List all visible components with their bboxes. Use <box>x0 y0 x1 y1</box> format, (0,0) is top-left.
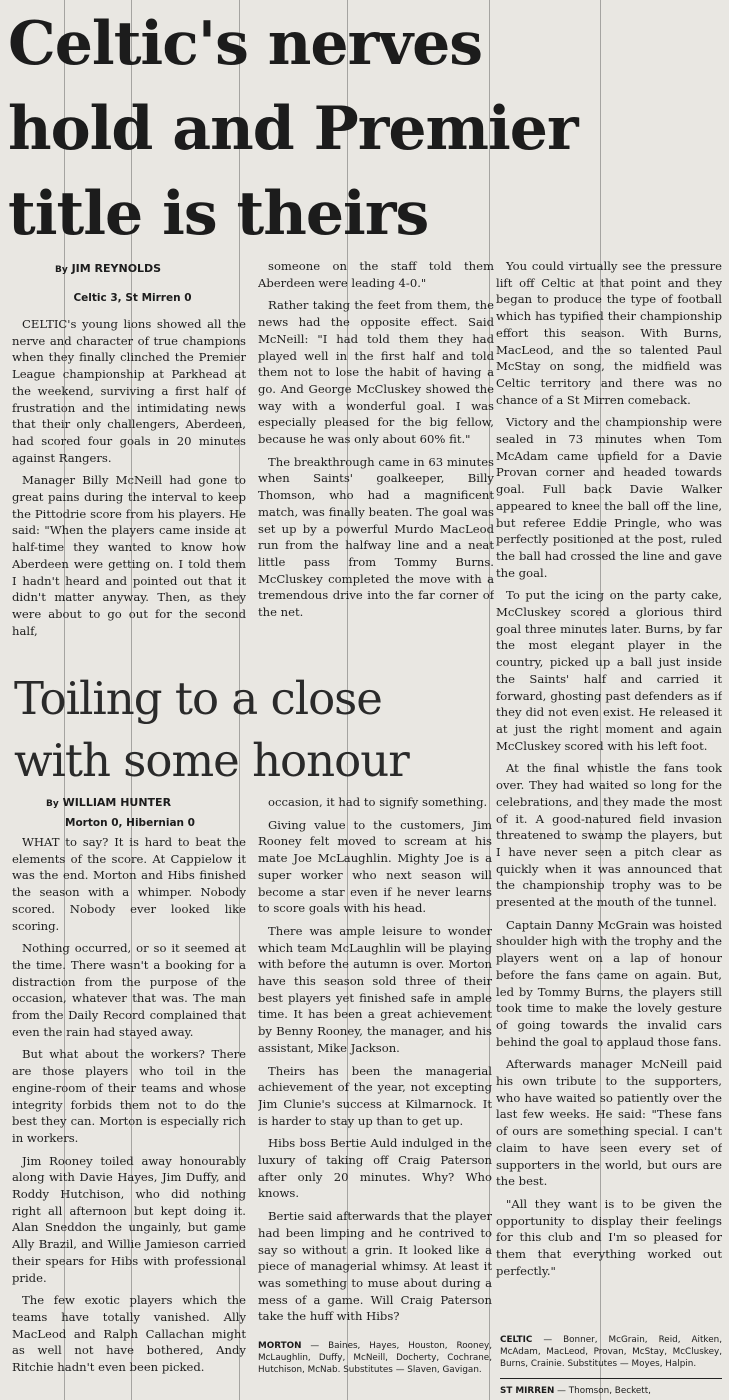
paragraph: Rather taking the feet from them, the news had the opposite effect. Said McNeill: "I had told them they had played well in the first half and told them not to lose the habit of having a go. And George McCluskey showed the way with a wonderful goal. I was especially pleased for the big fellow, because he was only about 60% fit." <box>258 298 494 447</box>
paragraph: Jim Rooney toiled away honourably along with Davie Hayes, Jim Duffy, and Roddy Hutchison, who did nothing right all afternoon but kept doing it. Alan Sneddon the ungainly, but game Ally Brazil, and Willie Jamieson carried their spears for Hibs with professional pride. <box>12 1153 246 1285</box>
story2-byline <box>46 796 171 809</box>
paragraph: Captain Danny McGrain was hoisted shoulder high with the trophy and the players went on a lap of honour before the fans came on again. But, led by Tommy Burns, the players still took time to make the lovely gesture of going towards the invalid cars behind the goal to applaud those fans. <box>496 917 722 1049</box>
team-name: ST MIRREN <box>500 1386 555 1396</box>
story1-byline <box>55 262 161 275</box>
byline-prefix: By <box>55 265 68 275</box>
team-name: CELTIC <box>500 1335 533 1345</box>
paragraph: To put the icing on the party cake, McCluskey scored a glorious third goal three minutes later. Burns, by far the most elegant player in the country, picked up a ball just inside the Saints' half and carried it forward, ghosting past defenders as if they did not even exist. He released it at just the right moment and again McCluskey scored with his left foot. <box>496 588 722 753</box>
paragraph: WHAT to say? It is hard to beat the elements of the score. At Cappielow it was the end. Morton and Hibs finished the season with a whimper. Nobody scored. Nobody ever looked like scoring. <box>12 835 246 933</box>
paragraph: someone on the staff told them Aberdeen were leading 4-0." <box>258 259 494 290</box>
paragraph: But what about the workers? There are those players who toil in the engine-room of their teams and whose integrity forbids them not to do the best they can. Morton is especially rich in workers. <box>12 1047 246 1145</box>
paragraph: Theirs has been the managerial achievement of the year, not excepting Jim Clunie's success at Kilmarnock. It is harder to stay up than to get up. <box>258 1063 492 1128</box>
paragraph: "All they want is to be given the opportunity to display their feelings for this club and I'm so pleased for them that everything worked out perfectly." <box>496 1196 722 1278</box>
paragraph: Giving value to the customers, Jim Rooney felt moved to scream at his mate Joe McLaughlin. Mighty Joe is a super worker who next season will become a star even if he never learns to score goals with his head. <box>258 817 492 916</box>
story1-column-1 <box>12 316 246 660</box>
lineup-divider <box>500 1378 722 1379</box>
story2-column-1 <box>12 834 246 1400</box>
paragraph: There was ample leisure to wonder which team McLaughlin will be playing with before the autumn is over. Morton have this season sold three of their best players yet finished safe in ample time. It has been a great achievement by Benny Rooney, the manager, and his assistant, Mike Jackson. <box>258 923 492 1055</box>
story2-result: Morton 0, Hibernian 0 <box>65 817 195 829</box>
stmirren-lineup <box>500 1385 722 1399</box>
paragraph: Victory and the championship were sealed in 73 minutes when Tom McAdam came upfield for a Davie Provan corner and headed towards goal. Full back Davie Walker appeared to knee the ball off the line, but referee Eddie Pringle, who was perfectly positioned at the post, ruled the ball had crossed the line and gave the goal. <box>496 415 722 580</box>
byline-name: WILLIAM HUNTER <box>62 796 172 809</box>
paragraph: At the final whistle the fans took over. They had waited so long for the celebrations, and they made the most of it. A good-natured field invasion threatened to swamp the players, but I have never seen a pitch clear as quickly when it was announced that the championship trophy was to be presented at the mouth of the tunnel. <box>496 761 722 910</box>
paragraph: You could virtually see the pressure lift off Celtic at that point and they began to produce the type of football which has typified their championship effort this season. With Burns, MacLeod, and the so talented Paul McStay on song, the midfield was Celtic territory and there was no chance of a St Mirren comeback. <box>496 259 722 407</box>
byline-name: JIM REYNOLDS <box>71 262 162 275</box>
story1-headline: Celtic's nerves hold and Premier title is theirs <box>8 9 578 249</box>
story2-headline: Toiling to a close with some honour <box>14 672 409 787</box>
lineup-players: — Baines, Hayes, Houston, Rooney, McLaughlin, Duffy, McNeill, Docherty, Cochrane, Hutchison, McNab. Substitutes — Slaven, Gavigan. <box>258 1341 492 1375</box>
story1-column-2 <box>258 258 494 660</box>
story2-column-2 <box>258 794 492 1336</box>
paragraph: Afterwards manager McNeill paid his own tribute to the supporters, who have waited so patiently over the last few weeks. He said: "These fans of ours are something special. I can't claim to have seen every set of supporters in the world, but ours are the best. <box>496 1057 722 1189</box>
team-name: MORTON <box>258 1341 302 1351</box>
paragraph: Bertie said afterwards that the player had been limping and he contrived to say so without a grin. It looked like a piece of managerial whimsy. At least it was something to muse about during a mess of a game. Will Craig Paterson take the huff with Hibs? <box>258 1209 492 1324</box>
paragraph: The few exotic players which the teams have totally vanished. Ally MacLeod and Ralph Callachan might as well not have bothered, Andy Ritchie hadn't even been picked. <box>12 1293 246 1375</box>
paragraph: The breakthrough came in 63 minutes when Saints' goalkeeper, Billy Thomson, who had a magnificent match, was finally beaten. The goal was set up by a powerful Murdo MacLeod run from the halfway line and a neat little pass from Tommy Burns. McCluskey completed the move with a tremendous drive into the far corner of the net. <box>258 454 494 620</box>
lineup-players: — Bonner, McGrain, Reid, Aitken, McAdam, MacLeod, Provan, McStay, McCluskey, Burns, Crainie. Substitutes — Moyes, Halpin. <box>500 1335 722 1369</box>
story1-column-3 <box>496 258 722 1328</box>
lineup-players: — Thomson, Beckett, <box>557 1386 651 1396</box>
story1-result: Celtic 3, St Mirren 0 <box>73 292 192 304</box>
morton-lineup <box>258 1340 492 1398</box>
byline-prefix: By <box>46 799 59 809</box>
paragraph: Nothing occurred, or so it seemed at the time. There wasn't a booking for a distraction from the purpose of the occasion, whatever that was. The man from the Daily Record complained that even the rain had stayed away. <box>12 941 246 1039</box>
paragraph: occasion, it had to signify something. <box>268 795 488 809</box>
paragraph: CELTIC's young lions showed all the nerve and character of true champions when they finally clinched the Premier League championship at Parkhead at the weekend, surviving a first half of frustration and the intimidating news that their only challengers, Aberdeen, had scored four goals in 20 minutes against Rangers. <box>12 317 246 465</box>
paragraph: Hibs boss Bertie Auld indulged in the luxury of taking off Craig Paterson after only 20 minutes. Why? Who knows. <box>258 1136 492 1201</box>
paragraph: Manager Billy McNeill had gone to great pains during the interval to keep the Pittodrie score from his players. He said: "When the players came inside at half-time they wanted to know how Aberdeen were getting on. I told them I hadn't heard and pointed out that it didn't matter anyway. Then, as they were about to go out for the second half, <box>12 473 246 638</box>
